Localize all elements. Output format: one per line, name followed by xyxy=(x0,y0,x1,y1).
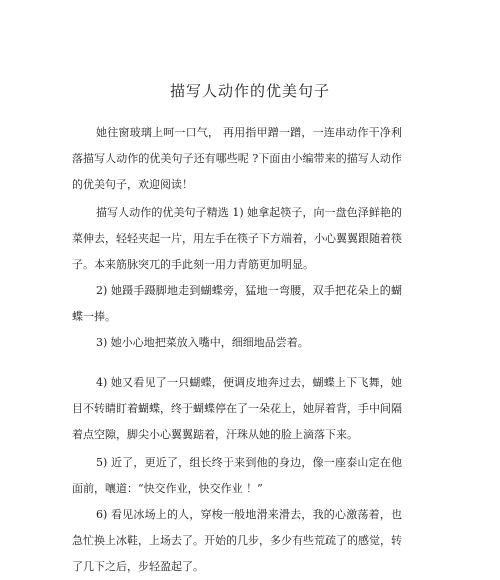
paragraph-6: 6) 看见冰场上的人，穿梭一般地滑来滑去，我的心激荡着，也急忙换上冰鞋，上场去了。开始的几步，多少有些荒疏了的感觉，转了几下之后，步轻盈起了。 xyxy=(72,508,402,573)
paragraph-5: 5) 近了，更近了，组长终于来到他的身边，像一座泰山定在他面前，嚷道：“快交作业，快交作业 ！” xyxy=(72,456,402,495)
paragraph-3: 3) 她小心地把菜放入嘴中，细细地品尝着。 xyxy=(96,336,309,349)
paragraph-intro: 她往窗玻璃上呵一口气， 再用指甲蹭一蹭，一连串动作干净利落描写人动作的优美句子还有哪些呢 ?下面由小编带来的描写人动作的优美句子，欢迎阅读！ xyxy=(72,126,402,191)
paragraph-2: 2) 她蹑手蹑脚地走到蝴蝶旁，猛地一弯腰，双手把花朵上的蝴蝶一捧。 xyxy=(72,284,402,323)
document-title: 描写人动作的优美句子 xyxy=(169,82,330,100)
paragraph-1: 描写人动作的优美句子精选 1) 她拿起筷子，向一盘色泽鲜艳的菜伸去，轻轻夹起一片，用左手在筷子下方端着，小心翼翼跟随着筷子。本来筋脉突兀的手此刻一用力青筋更加明显。 xyxy=(72,206,402,271)
paragraph-4: 4) 她又看见了一只蝴蝶，便调皮地奔过去，蝴蝶上下飞舞，她目不转睛盯着蝴蝶，终于蝴蝶停在了一朵花上，她屏着背，手中间隔着点空隙，脚尖小心翼翼踮着，汗珠从她的脸上滴落下来。 xyxy=(72,376,402,441)
